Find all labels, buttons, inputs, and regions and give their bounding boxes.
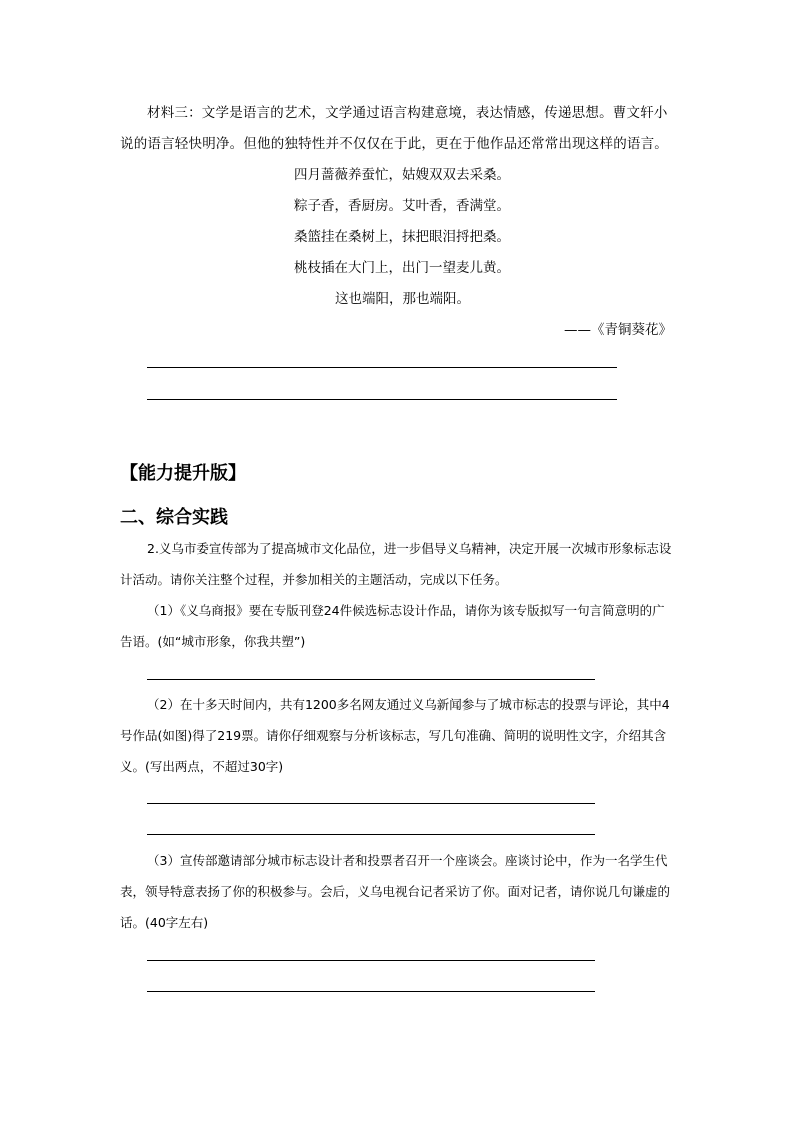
question2-intro: 2.义乌市委宣传部为了提高城市文化品位，进一步倡导义乌精神，决定开展一次城市形象标志设计活动。请你关注整个过程，并参加相关的主题活动，完成以下任务。 (120, 541, 672, 587)
question2-sub2: （2）在十多天时间内，共有1200多名网友通过义乌新闻参与了城市标志的投票与评论，其中4号作品(如图)得了219票。请你仔细观察与分析该标志，写几句准确、简明的说明性文字，介绍其含义。(写出两点，不超过30字) (120, 697, 670, 774)
question2-sub1: （1）《义乌商报》要在专版刊登24件候选标志设计作品，请你为该专版拟写一句言简意明的广告语。(如“城市形象，你我共塑”) (120, 603, 665, 649)
answer-line[interactable] (147, 679, 595, 680)
answer-line[interactable] (147, 399, 617, 400)
poem-line-5: 这也端阳，那也端阳。 (335, 291, 470, 307)
answer-line[interactable] (147, 991, 595, 992)
answer-line[interactable] (147, 960, 595, 961)
poem-source: ——《青铜葵花》 (564, 322, 672, 338)
answer-line[interactable] (147, 834, 595, 835)
material3-paragraph: 材料三：文学是语言的艺术，文学通过语言构建意境，表达情感，传递思想。曹文轩小说的语言轻快明净。但他的独特性并不仅仅在于此，更在于他作品还常常出现这样的语言。 (120, 105, 668, 152)
poem-line-2: 粽子香，香厨房。艾叶香，香满堂。 (294, 198, 510, 214)
poem-line-3: 桑篮挂在桑树上，抹把眼泪捋把桑。 (294, 229, 510, 245)
answer-line[interactable] (147, 803, 595, 804)
answer-line[interactable] (147, 367, 617, 368)
section-title: 【能力提升版】 (120, 463, 246, 484)
subsection-title: 二、综合实践 (120, 507, 228, 528)
poem-line-4: 桃枝插在大门上，出门一望麦儿黄。 (294, 260, 510, 276)
question2-sub3: （3）宣传部邀请部分城市标志设计者和投票者召开一个座谈会。座谈讨论中，作为一名学生代表，领导特意表扬了你的积极参与。会后，义乌电视台记者采访了你。面对记者，请你说几句谦虚的话。(40字左右) (120, 853, 671, 930)
poem-line-1: 四月蔷薇养蚕忙，姑嫂双双去采桑。 (294, 167, 510, 183)
